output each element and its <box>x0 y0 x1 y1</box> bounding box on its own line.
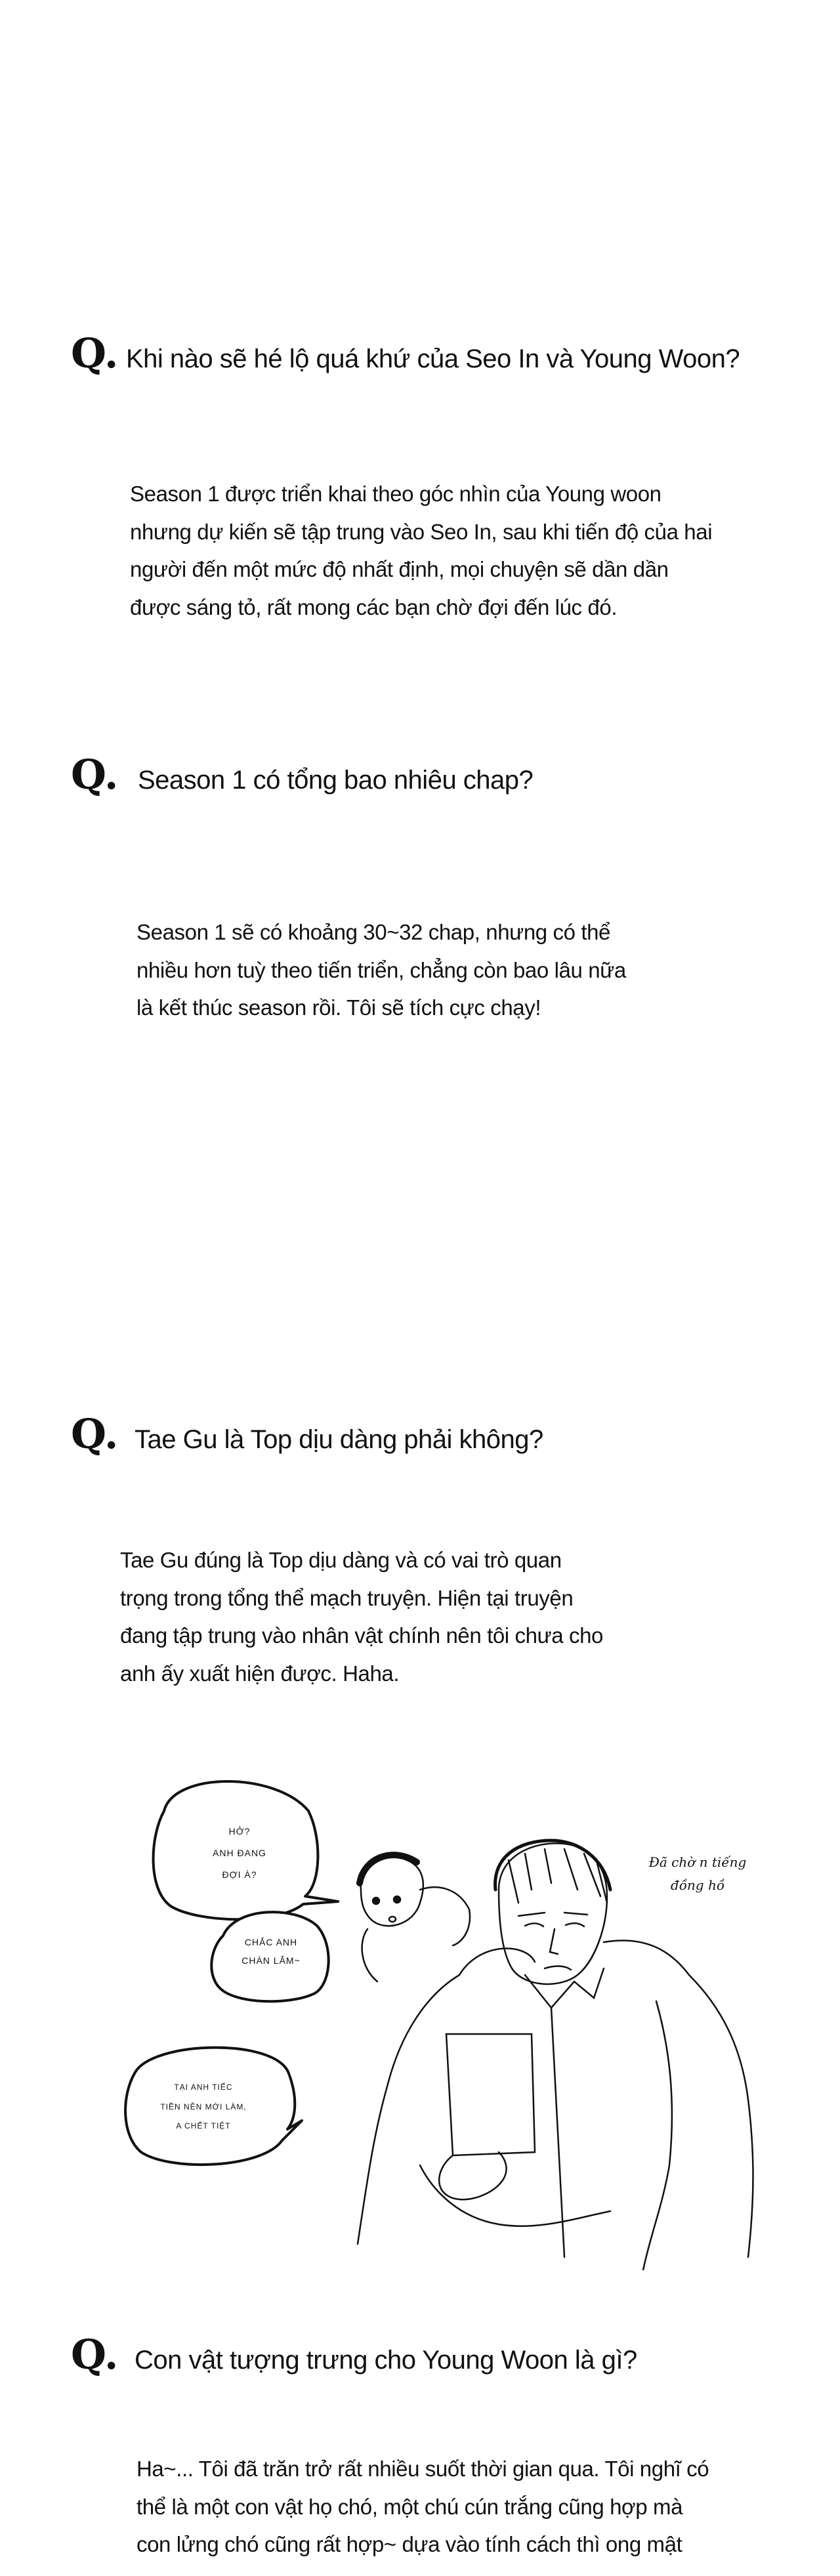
faq-answer-4 <box>136 2450 709 2564</box>
bubble-text: A CHẾT TIỆT <box>176 2121 231 2130</box>
answer-line: đang tập trung vào nhân vật chính nên tôi chưa cho <box>120 1623 603 1648</box>
question-text: Con vật tượng trưng cho Young Woon là gì? <box>135 2346 637 2375</box>
character-sketch <box>358 1840 753 2270</box>
answer-line: người đến một mức độ nhất định, mọi chuyện sẽ dần dần <box>130 557 669 581</box>
faq-answer-3 <box>120 1541 603 1692</box>
answer-line: Ha~... Tôi đã trăn trở rất nhiều suốt thời gian qua. Tôi nghĩ có <box>136 2457 709 2481</box>
q-mark: Q. <box>71 329 119 377</box>
answer-line: được sáng tỏ, rất mong các bạn chờ đợi đến lúc đó. <box>130 594 618 619</box>
answer-line: trọng trong tổng thể mạch truyện. Hiện tại truyện <box>120 1585 574 1610</box>
answer-line: Season 1 được triển khai theo góc nhìn của Young woon <box>130 482 662 506</box>
question-text: Khi nào sẽ hé lộ quá khứ của Seo In và Young Woon? <box>126 344 740 373</box>
bubble-text: CHÁN LẮM~ <box>242 1955 301 1966</box>
answer-line: nhiều hơn tuỳ theo tiến triển, chẳng còn bao lâu nữa <box>136 957 626 982</box>
answer-line: Season 1 sẽ có khoảng 30~32 chap, nhưng có thể <box>136 920 611 944</box>
answer-line: là kết thúc season rồi. Tôi sẽ tích cực chạy! <box>136 995 541 1020</box>
question-text: Tae Gu là Top dịu dàng phải không? <box>135 1425 543 1454</box>
faq-answer-1 <box>130 475 712 626</box>
comic-illustration <box>118 1745 774 2270</box>
answer-line: con lửng chó cũng rất hợp~ dựa vào tính cách thì ong mật <box>136 2532 682 2556</box>
faq-question-1 <box>71 329 740 377</box>
question-text: Season 1 có tổng bao nhiêu chap? <box>138 766 534 795</box>
bubble-text: CHẮC ANH <box>244 1937 298 1947</box>
caption-text: đồng hồ <box>670 1877 725 1893</box>
answer-line: anh ấy xuất hiện được. Haha. <box>120 1661 400 1686</box>
faq-answer-2 <box>136 913 626 1027</box>
q-mark: Q. <box>71 751 119 799</box>
bubble-text: HỞ? <box>228 1826 251 1837</box>
answer-line: Tae Gu đúng là Top dịu dàng và có vai trò quan <box>120 1548 562 1572</box>
bubble-text: TIỀN NÊN MỚI LÀM, <box>160 2102 247 2111</box>
faq-question-4 <box>71 2331 637 2379</box>
q-mark: Q. <box>71 2331 119 2379</box>
q-mark: Q. <box>71 1410 119 1458</box>
faq-question-3 <box>71 1410 543 1458</box>
bubble-text: TẠI ANH TIẾC <box>174 2083 233 2092</box>
bubble-text: ANH ĐANG <box>213 1848 266 1858</box>
answer-line: thể là một con vật họ chó, một chú cún trắng cũng hợp mà <box>136 2494 683 2519</box>
answer-line: nhưng dự kiến sẽ tập trung vào Seo In, sau khi tiến độ của hai <box>130 519 713 544</box>
caption-text: Đã chờ n tiếng <box>648 1854 747 1870</box>
faq-question-2 <box>71 751 534 799</box>
bubble-text: ĐỢI À? <box>222 1869 257 1880</box>
